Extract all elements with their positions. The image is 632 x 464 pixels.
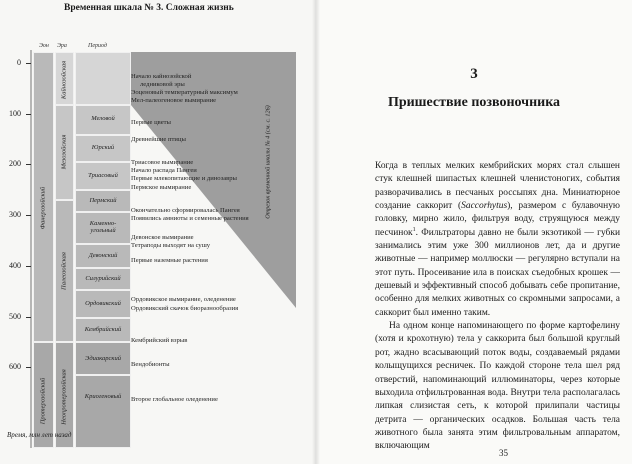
axis-tick [26,266,31,267]
era-label: Мезозойская [60,134,68,170]
period-label: Ордовикский [85,300,121,307]
era-label: Кайнозойская [60,60,68,100]
running-head: Временная шкала № 3. Сложная жизнь [64,3,234,13]
event-label: Мел-палеогеновое вымирание [131,97,217,104]
axis-tick-label: 300 [9,210,21,219]
event-label: Ордовикский скачок биоразнообразия [131,305,239,312]
axis-tick [26,114,31,115]
axis-tick-label: 0 [17,58,21,67]
period-label: Криогеновый [84,393,122,400]
axis-tick [26,63,31,64]
axis-tick [26,164,31,165]
column-header-eon: Эон [39,43,49,49]
event-label: Ордовикское вымирание, оледенение [131,296,236,303]
zoom-note: Отрезок временной шкалы № 4 (см. с. 126) [264,105,272,219]
axis-tick [26,215,31,216]
era-label: Неопротерозойская [60,369,68,425]
axis-tick-label: 100 [9,109,21,118]
axis-caption: Время, млн лет назад [7,431,72,439]
event-label: Эоценовый температурный максимум [131,89,238,96]
period-label: Меловой [91,115,115,122]
event-label: Первые наземные растения [131,257,208,264]
event-label: Начало распада Пангеи [131,167,197,174]
event-label: Кембрийский взрыв [131,337,188,344]
event-label: Тетраподы выходят на сушу [131,242,211,249]
period-label: Силурийский [85,275,121,282]
period-label: Девонский [88,252,118,259]
chapter-number: 3 [470,66,478,82]
axis-tick-label: 500 [9,312,21,321]
period-label: Пермский [89,197,117,204]
event-label: Вендобионты [131,361,170,368]
event-label: Пермское вымирание [131,184,192,191]
period-label: Эдиакарский [85,355,121,362]
column-header-era: Эра [57,43,67,49]
paragraph: На одном конце напоминающего по форме картофелину (хотя и крохотную) тела у саккорита был большой круглый рот, жадно всасывающий поток воды, создаваемый рядами колыщущихся ресничек. По каждой стороне тела шел ряд отверстий, напоминающий иллюминаторы, через которые выходила отфильтрованная вода. Внутри тела располагалась липкая слизистая сеть, к которой прилипали частицы детрита — органических осадков. Большая часть тела животного была занята этим фильтровальным аппаратом, включающим [375,321,620,452]
event-label: Первые млекопитающие и динозавры [131,175,237,182]
axis-tick [26,367,31,368]
event-label: Окончательно сформировалась Пангея [131,207,240,214]
axis-tick-label: 400 [9,261,21,270]
eon-label: Протерозойский [39,377,47,425]
page-number: 35 [499,448,508,458]
period-label: Каменно-угольный [89,220,117,235]
period-cenozoic [75,52,131,105]
period-label: Юрский [91,144,115,151]
era-label: Палеозойская [60,252,68,290]
event-label: Начало кайнозойской [131,73,192,80]
event-label: ледниковой эры [140,81,185,88]
eon-label: Фанерозойский [39,186,47,230]
axis-tick [26,317,31,318]
paragraph: Когда в теплых мелких кембрийских морях стал слышен стук клешней шипастых клешней членистоногих, события разворачивались в песчаных россыпях дна. Миниатюрное создание саккорит (Saccorhytus), размером с булавочную головку, мирно жило, фильтруя воду, струящуюся между песчинок$^1$. Фильтраторы давно не были экзотикой — губки занимались этим уже 300 миллионов лет, да и другие животные — например моллюски — регулярно вступали на этот путь. Просеивание ила в поисках съедобных крошек — дешевый и эффективный способ добывать себе пропитание, особенно для мелких животных со скромными запросами, а саккорит был именно таким. [375,161,620,318]
axis-tick-label: 600 [9,362,21,371]
event-label: Триасовое вымирание [131,159,194,166]
period-cryogenian [75,375,131,448]
column-header-period: Период [88,43,107,49]
event-label: Древнейшие птицы [131,136,186,143]
event-label: Появились амниоты и семенные растения [131,215,249,222]
event-label: Девонское вымирание [131,234,194,241]
chapter-title: Пришествие позвоночника [387,95,561,110]
body-text [375,160,620,454]
period-label: Триасовый [88,172,118,179]
event-label: Второе глобальное оледенение [131,396,218,403]
axis-tick-label: 200 [9,159,21,168]
event-label: Первые цветы [131,119,171,126]
period-label: Кембрийский [84,326,122,333]
